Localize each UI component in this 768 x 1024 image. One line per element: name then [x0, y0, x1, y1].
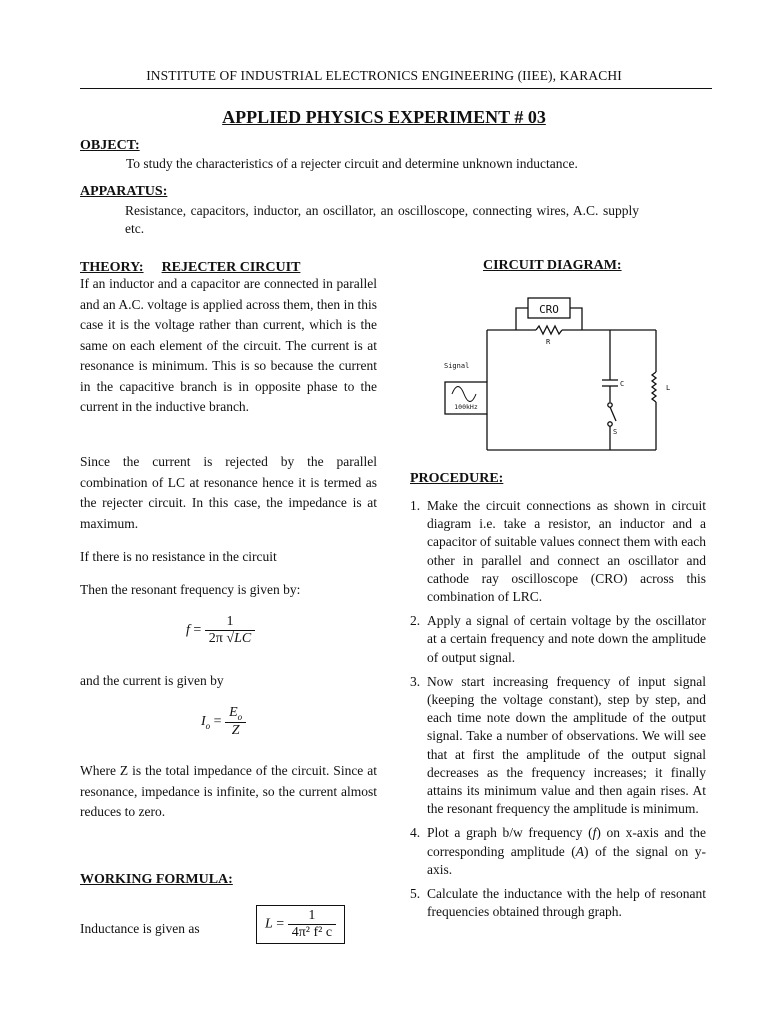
theory-para-1: If an inductor and a capacitor are connected in parallel and an A.C. voltage is applied across them, then in this case it is the voltage rather than current, which is the same on each element of the circuit. The current is at resonance is minimum. This is so because the current in the capacitive branch is in opposite phase to the current in the inductive branch. [80, 276, 377, 414]
apparatus-text: Resistance, capacitors, inductor, an oscillator, an oscilloscope, connecting wires, A.C. supply etc. [125, 203, 639, 236]
formula-l-numerator: 1 [288, 908, 336, 925]
theory-subheading: REJECTER CIRCUIT [161, 260, 301, 275]
formula-f-numerator: 1 [205, 614, 255, 631]
circuit-diagram [440, 290, 680, 460]
inductance-formula-box: L = $\frac{1}{\text{4π² f² c}}$ [256, 905, 345, 944]
theory-para-6: Where Z is the total impedance of the circuit. Since at resonance, impedance is infinite, so the current almost reduces to zero. [80, 763, 377, 819]
page-title: APPLIED PHYSICS EXPERIMENT # 03 [222, 107, 546, 127]
inductor-label: L [666, 384, 671, 392]
formula-f-fraction [205, 614, 255, 647]
procedure-step-1: 1. Make the circuit connections as shown in circuit diagram i.e. take a resistor, an inductor and a capacitor of suitable values connect them with each other in parallel and connect an oscillator and cathode ray oscilloscope (CRO) across this combination of LRC. [410, 498, 706, 605]
procedure-list [410, 497, 706, 927]
inductor-symbol [652, 372, 656, 402]
signal-label: Signal [444, 362, 470, 370]
theory-heading: THEORY: [80, 260, 144, 275]
frequency-label: 100kHz [454, 403, 478, 411]
formula-l-denominator: 4π² f² c [291, 925, 333, 940]
formula-l-lhs: L [265, 916, 273, 932]
formula-f-lhs: f [186, 622, 190, 638]
theory-para-2: Since the current is rejected by the parallel combination of LC at resonance hence it is termed as the rejecter circuit. In this case, the impedance is at maximum. [80, 454, 377, 531]
procedure-step-5: 5. Calculate the inductance with the help of resonant frequencies obtained through graph. [410, 886, 706, 920]
formula-l-fraction [288, 908, 336, 941]
sine-wave-icon [452, 387, 476, 402]
procedure-step-4: 4. Plot a graph b/w frequency (f) on x-axis and the corresponding amplitude (A) of the signal on y-axis. [410, 825, 706, 877]
theory-para-5: and the current is given by [80, 673, 224, 688]
theory-para-3: If there is no resistance in the circuit [80, 549, 277, 564]
working-formula-heading: WORKING FORMULA: [80, 872, 233, 887]
cro-label: CRO [539, 303, 559, 316]
capacitor-label: C [620, 380, 625, 388]
formula-i-fraction [225, 705, 246, 739]
object-heading: OBJECT: [80, 138, 140, 153]
formula-f-denominator: 2π √LC [208, 631, 252, 646]
apparatus-heading: APPARATUS: [80, 184, 168, 199]
working-formula-label: Inductance is given as [80, 921, 200, 936]
switch-symbol [610, 407, 616, 421]
object-text: To study the characteristics of a rejecter circuit and determine unknown inductance. [126, 156, 578, 171]
institute-header: INSTITUTE OF INDUSTRIAL ELECTRONICS ENGINEERING (IIEE), KARACHI [146, 68, 622, 83]
circuit-diagram-heading: CIRCUIT DIAGRAM: [483, 258, 622, 273]
formula-i-denominator: Z [231, 722, 240, 738]
resistor-symbol [536, 326, 562, 334]
current-formula: $I_o$ = $\frac{E_o}{Z}$ [201, 705, 246, 739]
procedure-step-2: 2. Apply a signal of certain voltage by the oscillator at a certain frequency and note down the amplitude of output signal. [410, 613, 706, 665]
formula-i-numerator: $E_o$ [225, 705, 246, 723]
resistor-label: R [546, 338, 551, 346]
procedure-step-3: 3. Now start increasing frequency of input signal (keeping the voltage constant), step by step, and each time note down the amplitude of the output signal. Take a number of observations. We will see that at first the amplitude of the output signal decreases as the frequency increases; it finally attains its minimum value and then again rises. At the resonant frequency the amplitude is minimum. [410, 673, 706, 817]
resonant-frequency-formula: f = $\frac{1}{2\pi √LC}$ [186, 614, 255, 647]
switch-label: S [613, 428, 618, 436]
procedure-heading: PROCEDURE: [410, 471, 504, 486]
header-rule [80, 88, 712, 89]
theory-para-4: Then the resonant frequency is given by: [80, 582, 301, 597]
